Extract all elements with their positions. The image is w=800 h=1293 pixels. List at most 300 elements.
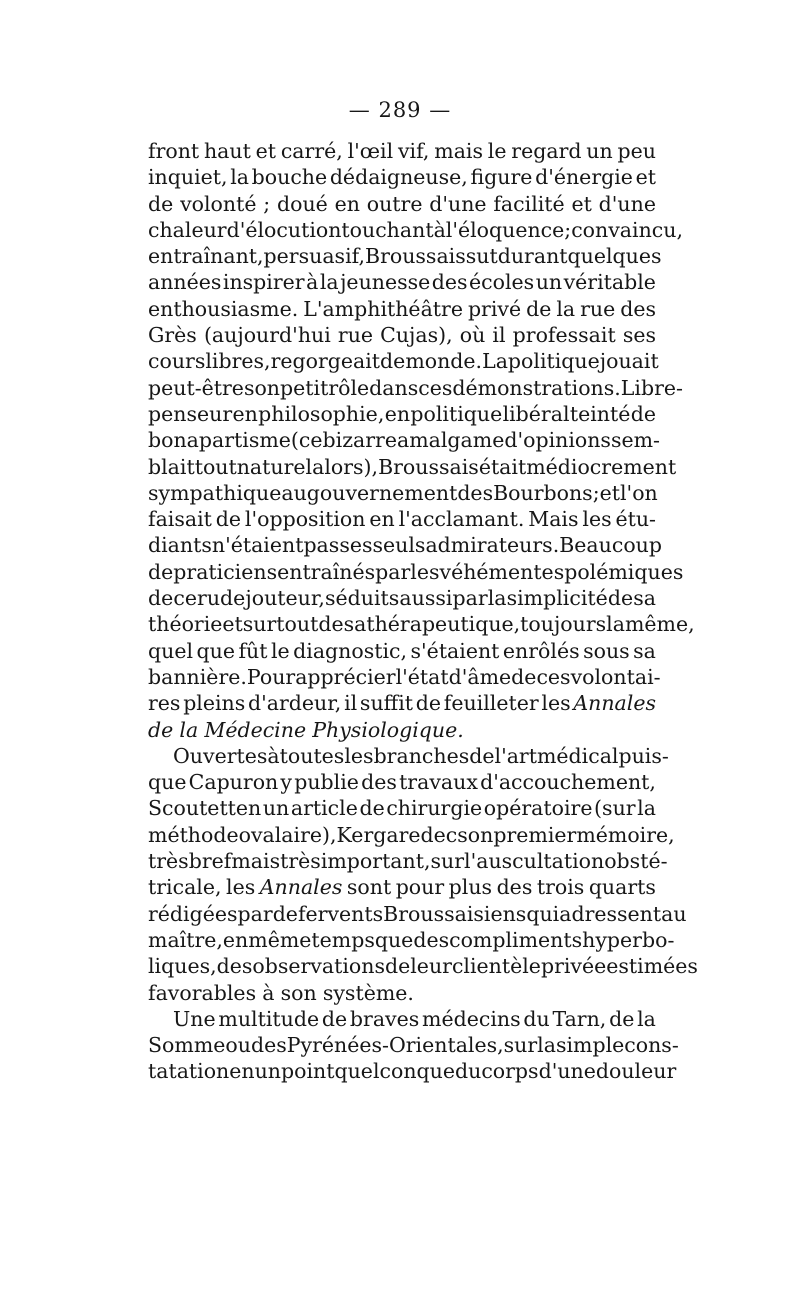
word: l'art bbox=[494, 743, 537, 768]
word: (ce bbox=[290, 428, 323, 453]
word: aussi bbox=[399, 586, 453, 611]
text-line bbox=[148, 427, 660, 453]
word: ces bbox=[536, 664, 571, 689]
word: article bbox=[290, 796, 358, 821]
word: de bbox=[148, 191, 174, 216]
word: premier bbox=[493, 822, 577, 847]
word: facilité bbox=[493, 191, 565, 216]
word: toutes bbox=[279, 743, 345, 768]
word: par bbox=[237, 901, 273, 926]
word: d'opinions bbox=[504, 428, 611, 453]
word: l'opposition bbox=[244, 507, 366, 532]
word: privée bbox=[540, 954, 607, 979]
word: dédaigneuse, bbox=[329, 165, 468, 190]
word: Tarn, bbox=[552, 1006, 607, 1031]
word: Pour bbox=[246, 664, 296, 689]
word: obsté- bbox=[604, 849, 668, 874]
word: favorables bbox=[148, 980, 257, 1005]
word: de bbox=[148, 559, 174, 584]
word: privé bbox=[467, 296, 522, 321]
word: ; bbox=[592, 480, 600, 505]
word: par bbox=[375, 559, 411, 584]
word: qui bbox=[526, 901, 560, 926]
word: chaleur bbox=[148, 217, 227, 242]
word: entraînés bbox=[277, 559, 376, 584]
text-line bbox=[148, 243, 662, 269]
word: le bbox=[487, 139, 507, 163]
word: des bbox=[431, 270, 468, 295]
word: bannière. bbox=[148, 664, 247, 689]
word: jouteur, bbox=[245, 586, 325, 611]
word: système. bbox=[322, 980, 414, 1005]
word: l'auscultation bbox=[464, 849, 605, 874]
word: par bbox=[452, 586, 488, 611]
word: les bbox=[344, 743, 374, 768]
word: liques, bbox=[148, 954, 217, 979]
word: libres, bbox=[205, 349, 271, 374]
word: penseur bbox=[148, 401, 233, 426]
word: chirurgie bbox=[386, 796, 483, 821]
word: au bbox=[661, 901, 687, 926]
word: des bbox=[413, 927, 450, 952]
word: faisait bbox=[148, 507, 212, 532]
word: front bbox=[148, 139, 200, 163]
word: sous bbox=[583, 638, 630, 663]
word: tout bbox=[194, 454, 237, 479]
word: sont bbox=[346, 875, 392, 900]
word: pour bbox=[395, 875, 445, 900]
word: un bbox=[254, 1059, 282, 1084]
word: gouvernement bbox=[306, 480, 458, 505]
word: enthousiasme. bbox=[148, 296, 299, 321]
word: sa bbox=[633, 586, 656, 611]
word: rue bbox=[580, 296, 616, 321]
word: médiocrement bbox=[526, 454, 677, 479]
word: au bbox=[281, 480, 307, 505]
word: des bbox=[216, 954, 253, 979]
word: peu bbox=[617, 139, 656, 163]
word: tricale, bbox=[148, 875, 222, 900]
text-line bbox=[148, 980, 656, 1006]
word: ce bbox=[173, 586, 197, 611]
word: de bbox=[148, 586, 174, 611]
text-line bbox=[148, 769, 656, 795]
word: et bbox=[571, 191, 592, 216]
word: était bbox=[478, 454, 527, 479]
word: haut bbox=[203, 139, 251, 163]
word: rédigées bbox=[148, 901, 238, 926]
word: alors), bbox=[312, 454, 379, 479]
word: philosophie, bbox=[258, 401, 385, 426]
word: multitude bbox=[218, 1006, 320, 1031]
word: doué bbox=[276, 191, 328, 216]
word: plus bbox=[448, 875, 493, 900]
word: que bbox=[196, 638, 235, 663]
text-line bbox=[148, 164, 656, 190]
word: de bbox=[630, 401, 656, 426]
word: mais bbox=[231, 849, 281, 874]
word: en bbox=[384, 401, 411, 426]
word: branches bbox=[373, 743, 470, 768]
word: point bbox=[281, 1059, 335, 1084]
word: à bbox=[267, 743, 280, 768]
word: de bbox=[380, 349, 406, 374]
page-number: — 289 — bbox=[348, 98, 452, 122]
text-line bbox=[148, 559, 684, 585]
text-line bbox=[148, 480, 656, 506]
word: peut-être bbox=[148, 375, 244, 400]
word: touchant bbox=[341, 217, 434, 242]
word: d'une bbox=[429, 191, 487, 216]
word: Broussais bbox=[365, 244, 466, 269]
word: de bbox=[469, 743, 495, 768]
word: bouche bbox=[251, 165, 328, 190]
word: séduits bbox=[325, 586, 400, 611]
word: volonté bbox=[180, 191, 257, 216]
word: simple bbox=[555, 1033, 625, 1058]
word: un bbox=[586, 139, 613, 163]
word: (sur bbox=[594, 796, 636, 821]
word: rude bbox=[197, 586, 246, 611]
word: il bbox=[492, 323, 506, 348]
word: rôle bbox=[328, 375, 370, 400]
word: bref bbox=[188, 849, 232, 874]
word: y bbox=[280, 770, 293, 795]
word: Mais bbox=[528, 507, 579, 532]
word: inspirer bbox=[222, 270, 305, 295]
word: véritable bbox=[563, 270, 656, 295]
word: petit bbox=[280, 375, 329, 400]
text-line bbox=[148, 848, 668, 874]
word: regard bbox=[511, 139, 582, 163]
text-line bbox=[148, 506, 656, 532]
text-line bbox=[148, 138, 656, 164]
text-line bbox=[148, 1006, 656, 1032]
word: persuasif, bbox=[263, 244, 365, 269]
word: La bbox=[482, 349, 508, 374]
word: clientèle bbox=[451, 954, 541, 979]
word: corps bbox=[481, 1059, 539, 1084]
word: opératoire bbox=[483, 796, 593, 821]
word: des bbox=[496, 875, 533, 900]
word: quarts bbox=[588, 875, 656, 900]
word: les bbox=[541, 691, 571, 716]
word: figure bbox=[470, 165, 533, 190]
word: amalgame bbox=[396, 428, 505, 453]
word: professait bbox=[512, 323, 616, 348]
word: sa bbox=[633, 638, 656, 663]
text-line bbox=[148, 322, 656, 348]
word: politique bbox=[507, 349, 600, 374]
word: la bbox=[637, 1006, 656, 1031]
word: diagnostic, bbox=[293, 638, 408, 663]
word: Libre- bbox=[620, 375, 683, 400]
word: des bbox=[620, 296, 656, 321]
word: des bbox=[250, 1033, 287, 1058]
word: à bbox=[262, 980, 275, 1005]
word: Broussais bbox=[378, 454, 479, 479]
word: et bbox=[255, 139, 277, 163]
text-line bbox=[148, 269, 656, 295]
word: quelques bbox=[567, 244, 662, 269]
word: des bbox=[457, 480, 494, 505]
word: l'œil bbox=[347, 139, 394, 163]
word: en bbox=[232, 401, 258, 426]
word: Capuron bbox=[188, 770, 279, 795]
text-line bbox=[148, 611, 695, 637]
word: bizarre bbox=[322, 428, 397, 453]
word: naturel bbox=[236, 454, 313, 479]
word: regorgeait bbox=[270, 349, 381, 374]
word: sa bbox=[343, 612, 367, 637]
word: de bbox=[526, 296, 552, 321]
word: de bbox=[148, 717, 174, 742]
text-line bbox=[148, 795, 656, 821]
word: il bbox=[344, 691, 358, 716]
word: publie bbox=[294, 770, 359, 795]
word: où bbox=[459, 323, 486, 348]
word: de bbox=[359, 796, 385, 821]
word: de bbox=[415, 691, 442, 716]
word: écoles bbox=[469, 270, 535, 295]
word: très bbox=[148, 849, 189, 874]
word: Pyrénées-Orientales, bbox=[286, 1033, 504, 1058]
word: d'accouchement, bbox=[480, 770, 656, 795]
word: le bbox=[270, 638, 290, 663]
word: d'une bbox=[538, 1059, 596, 1084]
word: Médecine bbox=[204, 717, 307, 742]
word: même bbox=[248, 927, 312, 952]
word: cours bbox=[148, 349, 206, 374]
text-line bbox=[148, 901, 687, 927]
word: braves bbox=[349, 1006, 420, 1031]
text-line bbox=[148, 217, 683, 243]
word: son bbox=[280, 980, 317, 1005]
text-line bbox=[148, 927, 675, 953]
word: feuilleter bbox=[443, 691, 539, 716]
word: de bbox=[609, 1006, 635, 1031]
word: Ouvertes bbox=[173, 743, 268, 768]
word: d'âme bbox=[448, 664, 512, 689]
word: la bbox=[319, 270, 339, 295]
word: L'amphithéâtre bbox=[303, 296, 463, 321]
word: praticiens bbox=[173, 559, 278, 584]
word: de bbox=[215, 507, 242, 532]
word: (aujourd'hui bbox=[203, 323, 331, 348]
word: jouait bbox=[599, 349, 659, 374]
word: simplicité bbox=[506, 586, 608, 611]
text-line bbox=[148, 1058, 677, 1084]
word: du bbox=[454, 1059, 482, 1084]
word: s'étaient bbox=[410, 638, 500, 663]
word: pas bbox=[303, 533, 340, 558]
word: polémiques bbox=[564, 559, 684, 584]
word: la bbox=[637, 796, 656, 821]
text-line bbox=[148, 585, 656, 611]
word: fût bbox=[238, 638, 268, 663]
word: ses bbox=[622, 323, 656, 348]
word: tatation bbox=[148, 1059, 230, 1084]
word: son bbox=[457, 822, 494, 847]
text-line bbox=[148, 690, 656, 716]
word: admirateurs. bbox=[425, 533, 560, 558]
word: blait bbox=[148, 454, 195, 479]
word: fervents bbox=[297, 901, 384, 926]
word: Grès bbox=[148, 323, 197, 348]
word: convaincu, bbox=[571, 217, 683, 242]
word: Physiologique. bbox=[312, 717, 464, 742]
word: les bbox=[582, 507, 612, 532]
word: sut bbox=[465, 244, 498, 269]
word: carré, bbox=[280, 139, 343, 163]
word: pleins bbox=[183, 691, 246, 716]
word: un bbox=[262, 796, 290, 821]
body-text bbox=[148, 138, 698, 1085]
word: apprécier bbox=[295, 664, 396, 689]
word: leur bbox=[410, 954, 452, 979]
word: la bbox=[556, 296, 576, 321]
word: d'ardeur, bbox=[248, 691, 342, 716]
word: de bbox=[318, 612, 344, 637]
word: hyperbo- bbox=[582, 927, 675, 952]
word: la bbox=[606, 612, 625, 637]
word: Annales bbox=[573, 691, 656, 716]
word: Kergaredec bbox=[336, 822, 458, 847]
word: les bbox=[226, 875, 256, 900]
word: sur bbox=[430, 849, 465, 874]
word: surtout bbox=[242, 612, 319, 637]
text-line bbox=[148, 454, 677, 480]
word: rue bbox=[337, 323, 374, 348]
word: ses bbox=[339, 533, 373, 558]
word: la bbox=[537, 1033, 556, 1058]
word: de bbox=[384, 954, 411, 979]
word: important, bbox=[320, 849, 431, 874]
word: seuls bbox=[372, 533, 426, 558]
word: théorie bbox=[148, 612, 223, 637]
word: la bbox=[179, 717, 199, 742]
word: thérapeutique,toujours bbox=[366, 612, 607, 637]
text-line bbox=[148, 296, 656, 322]
text-line bbox=[148, 822, 675, 848]
text-line bbox=[148, 874, 656, 900]
word: à bbox=[306, 270, 319, 295]
word: en bbox=[222, 927, 249, 952]
word: années bbox=[148, 270, 222, 295]
word: inquiet, bbox=[148, 165, 228, 190]
word: travaux bbox=[399, 770, 478, 795]
text-line bbox=[148, 638, 656, 664]
word: étu- bbox=[615, 507, 656, 532]
word: mémoire, bbox=[576, 822, 675, 847]
text-line bbox=[148, 743, 669, 769]
word: très bbox=[280, 849, 321, 874]
word: que bbox=[374, 927, 414, 952]
word: Une bbox=[173, 1006, 216, 1031]
word: ; bbox=[263, 191, 271, 216]
word: jeunesse bbox=[340, 270, 431, 295]
word: observations bbox=[252, 954, 385, 979]
word: de bbox=[272, 901, 298, 926]
word: vif, bbox=[397, 139, 430, 163]
word: monde. bbox=[405, 349, 483, 374]
word: ovalaire), bbox=[238, 822, 337, 847]
text-line bbox=[148, 375, 683, 401]
word: puis- bbox=[618, 743, 669, 768]
word: temps bbox=[311, 927, 375, 952]
word: et bbox=[635, 165, 656, 190]
word: Broussaisiens bbox=[383, 901, 527, 926]
word: son bbox=[243, 375, 281, 400]
word: bonapartisme bbox=[148, 428, 291, 453]
word: à bbox=[433, 217, 446, 242]
text-line bbox=[148, 532, 662, 558]
word: l'acclamant. bbox=[398, 507, 525, 532]
word: quel bbox=[148, 638, 194, 663]
word: trois bbox=[536, 875, 585, 900]
word: n'étaient bbox=[211, 533, 304, 558]
word: compliments bbox=[449, 927, 583, 952]
word: dans bbox=[369, 375, 419, 400]
word: sympathique bbox=[148, 480, 282, 505]
word: mais bbox=[434, 139, 483, 163]
word: médical bbox=[536, 743, 619, 768]
word: estimées bbox=[606, 954, 698, 979]
word: volontai- bbox=[570, 664, 661, 689]
word: Cujas), bbox=[380, 323, 453, 348]
word: même, bbox=[624, 612, 695, 637]
text-line bbox=[148, 401, 656, 427]
word: de bbox=[321, 1006, 348, 1031]
word: en bbox=[369, 507, 395, 532]
word: quelconque bbox=[334, 1059, 455, 1084]
word: ces bbox=[418, 375, 453, 400]
word: du bbox=[523, 1006, 550, 1031]
word: douleur bbox=[595, 1059, 677, 1084]
word: Beaucoup bbox=[559, 533, 662, 558]
word: Annales bbox=[259, 875, 343, 900]
word: des bbox=[361, 770, 397, 795]
word: d'énergie bbox=[535, 165, 633, 190]
word: l'éloquence; bbox=[445, 217, 572, 242]
word: Scoutetten bbox=[148, 796, 262, 821]
word: outre bbox=[366, 191, 423, 216]
word: de bbox=[511, 664, 537, 689]
word: l'état bbox=[395, 664, 449, 689]
word: durant bbox=[497, 244, 568, 269]
word: la bbox=[487, 586, 507, 611]
text-line bbox=[148, 348, 659, 374]
word: enrôlés bbox=[502, 638, 580, 663]
word: en bbox=[334, 191, 360, 216]
word: d'une bbox=[598, 191, 656, 216]
word: cons- bbox=[624, 1033, 679, 1058]
word: sur bbox=[503, 1033, 538, 1058]
word: véhémentes bbox=[439, 559, 565, 584]
word: les bbox=[410, 559, 440, 584]
word: ou bbox=[225, 1033, 251, 1058]
word: démonstrations. bbox=[452, 375, 621, 400]
word: et bbox=[222, 612, 243, 637]
text-line bbox=[148, 953, 698, 979]
word: entraînant, bbox=[148, 244, 264, 269]
word: l'on bbox=[620, 480, 658, 505]
word: adressent bbox=[559, 901, 662, 926]
word: politique bbox=[410, 401, 503, 426]
word: médecins bbox=[422, 1006, 521, 1031]
word: Bourbons bbox=[493, 480, 593, 505]
text-line bbox=[148, 1032, 679, 1058]
